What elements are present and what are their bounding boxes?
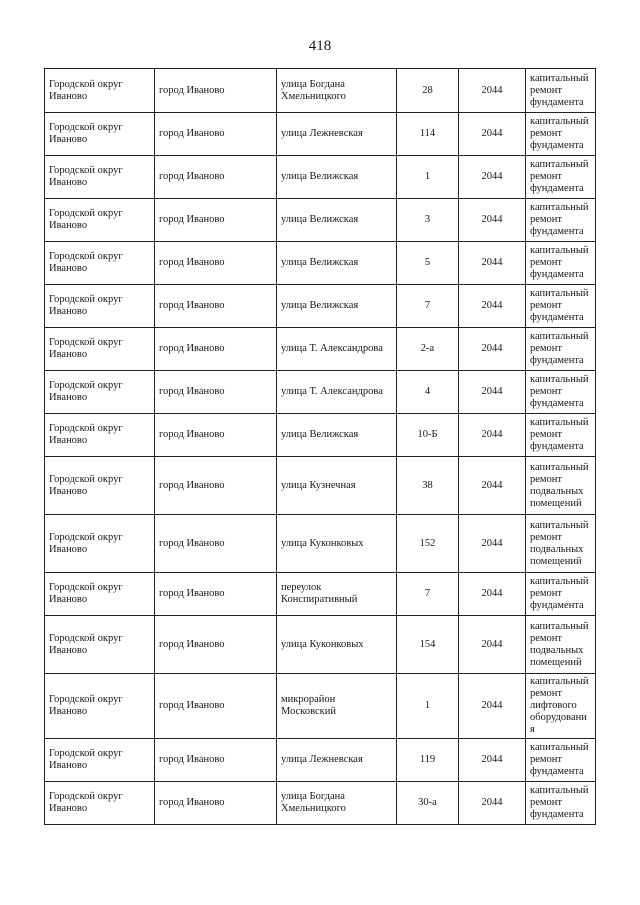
registry-table xyxy=(44,68,596,825)
city-cell: город Иваново xyxy=(155,69,277,113)
street-cell: улица Куконковых xyxy=(277,616,397,674)
street-cell: улица Богдана Хмельницкого xyxy=(277,69,397,113)
house-number-cell: 7 xyxy=(397,573,459,616)
house-number-cell: 119 xyxy=(397,739,459,782)
year-cell: 2044 xyxy=(459,242,526,285)
registry-table-body xyxy=(45,69,596,825)
city-cell: город Иваново xyxy=(155,674,277,739)
city-cell: город Иваново xyxy=(155,156,277,199)
table-row xyxy=(45,782,596,825)
work-type-cell: капитальный ремонт подвальных помещений xyxy=(526,616,596,674)
district-cell: Городской округ Иваново xyxy=(45,414,155,457)
house-number-cell: 154 xyxy=(397,616,459,674)
street-cell: переулок Конспиративный xyxy=(277,573,397,616)
table-row xyxy=(45,328,596,371)
district-cell: Городской округ Иваново xyxy=(45,739,155,782)
table-row xyxy=(45,113,596,156)
district-cell: Городской округ Иваново xyxy=(45,285,155,328)
table-row xyxy=(45,616,596,674)
work-type-cell: капитальный ремонт фундамента xyxy=(526,573,596,616)
table-row xyxy=(45,573,596,616)
street-cell: улица Кузнечная xyxy=(277,457,397,515)
year-cell: 2044 xyxy=(459,457,526,515)
city-cell: город Иваново xyxy=(155,782,277,825)
work-type-cell: капитальный ремонт фундамента xyxy=(526,242,596,285)
house-number-cell: 4 xyxy=(397,371,459,414)
year-cell: 2044 xyxy=(459,414,526,457)
work-type-cell: капитальный ремонт лифтового оборудования xyxy=(526,674,596,739)
city-cell: город Иваново xyxy=(155,199,277,242)
street-cell: улица Богдана Хмельницкого xyxy=(277,782,397,825)
district-cell: Городской округ Иваново xyxy=(45,782,155,825)
house-number-cell: 28 xyxy=(397,69,459,113)
street-cell: улица Велижская xyxy=(277,242,397,285)
work-type-cell: капитальный ремонт подвальных помещений xyxy=(526,515,596,573)
house-number-cell: 10-Б xyxy=(397,414,459,457)
city-cell: город Иваново xyxy=(155,113,277,156)
page-number: 418 xyxy=(308,38,332,54)
street-cell: улица Велижская xyxy=(277,156,397,199)
district-cell: Городской округ Иваново xyxy=(45,199,155,242)
year-cell: 2044 xyxy=(459,616,526,674)
work-type-cell: капитальный ремонт подвальных помещений xyxy=(526,457,596,515)
city-cell: город Иваново xyxy=(155,414,277,457)
table-row xyxy=(45,457,596,515)
work-type-cell: капитальный ремонт фундамента xyxy=(526,285,596,328)
street-cell: улица Велижская xyxy=(277,285,397,328)
street-cell: улица Лежневская xyxy=(277,739,397,782)
table-row xyxy=(45,156,596,199)
work-type-cell: капитальный ремонт фундамента xyxy=(526,156,596,199)
district-cell: Городской округ Иваново xyxy=(45,616,155,674)
year-cell: 2044 xyxy=(459,199,526,242)
year-cell: 2044 xyxy=(459,285,526,328)
year-cell: 2044 xyxy=(459,69,526,113)
table-row xyxy=(45,69,596,113)
street-cell: улица Т. Александрова xyxy=(277,371,397,414)
table-row xyxy=(45,674,596,739)
house-number-cell: 114 xyxy=(397,113,459,156)
work-type-cell: капитальный ремонт фундамента xyxy=(526,414,596,457)
district-cell: Городской округ Иваново xyxy=(45,156,155,199)
city-cell: город Иваново xyxy=(155,515,277,573)
work-type-cell: капитальный ремонт фундамента xyxy=(526,69,596,113)
year-cell: 2044 xyxy=(459,573,526,616)
table-row xyxy=(45,199,596,242)
street-cell: улица Велижская xyxy=(277,414,397,457)
city-cell: город Иваново xyxy=(155,285,277,328)
house-number-cell: 1 xyxy=(397,674,459,739)
year-cell: 2044 xyxy=(459,156,526,199)
district-cell: Городской округ Иваново xyxy=(45,242,155,285)
district-cell: Городской округ Иваново xyxy=(45,674,155,739)
table-row xyxy=(45,515,596,573)
city-cell: город Иваново xyxy=(155,739,277,782)
district-cell: Городской округ Иваново xyxy=(45,371,155,414)
district-cell: Городской округ Иваново xyxy=(45,69,155,113)
work-type-cell: капитальный ремонт фундамента xyxy=(526,782,596,825)
work-type-cell: капитальный ремонт фундамента xyxy=(526,739,596,782)
city-cell: город Иваново xyxy=(155,616,277,674)
year-cell: 2044 xyxy=(459,328,526,371)
district-cell: Городской округ Иваново xyxy=(45,457,155,515)
year-cell: 2044 xyxy=(459,782,526,825)
city-cell: город Иваново xyxy=(155,573,277,616)
district-cell: Городской округ Иваново xyxy=(45,515,155,573)
house-number-cell: 2-а xyxy=(397,328,459,371)
year-cell: 2044 xyxy=(459,113,526,156)
city-cell: город Иваново xyxy=(155,242,277,285)
table-row xyxy=(45,285,596,328)
year-cell: 2044 xyxy=(459,674,526,739)
work-type-cell: капитальный ремонт фундамента xyxy=(526,328,596,371)
work-type-cell: капитальный ремонт фундамента xyxy=(526,113,596,156)
house-number-cell: 1 xyxy=(397,156,459,199)
city-cell: город Иваново xyxy=(155,457,277,515)
city-cell: город Иваново xyxy=(155,371,277,414)
district-cell: Городской округ Иваново xyxy=(45,113,155,156)
street-cell: улица Т. Александрова xyxy=(277,328,397,371)
house-number-cell: 152 xyxy=(397,515,459,573)
street-cell: улица Лежневская xyxy=(277,113,397,156)
year-cell: 2044 xyxy=(459,371,526,414)
house-number-cell: 7 xyxy=(397,285,459,328)
district-cell: Городской округ Иваново xyxy=(45,573,155,616)
house-number-cell: 5 xyxy=(397,242,459,285)
house-number-cell: 38 xyxy=(397,457,459,515)
street-cell: улица Куконковых xyxy=(277,515,397,573)
street-cell: улица Велижская xyxy=(277,199,397,242)
table-row xyxy=(45,414,596,457)
work-type-cell: капитальный ремонт фундамента xyxy=(526,199,596,242)
year-cell: 2044 xyxy=(459,515,526,573)
district-cell: Городской округ Иваново xyxy=(45,328,155,371)
table-row xyxy=(45,739,596,782)
house-number-cell: 3 xyxy=(397,199,459,242)
street-cell: микрорайон Московский xyxy=(277,674,397,739)
table-row xyxy=(45,371,596,414)
work-type-cell: капитальный ремонт фундамента xyxy=(526,371,596,414)
house-number-cell: 30-а xyxy=(397,782,459,825)
city-cell: город Иваново xyxy=(155,328,277,371)
year-cell: 2044 xyxy=(459,739,526,782)
table-row xyxy=(45,242,596,285)
